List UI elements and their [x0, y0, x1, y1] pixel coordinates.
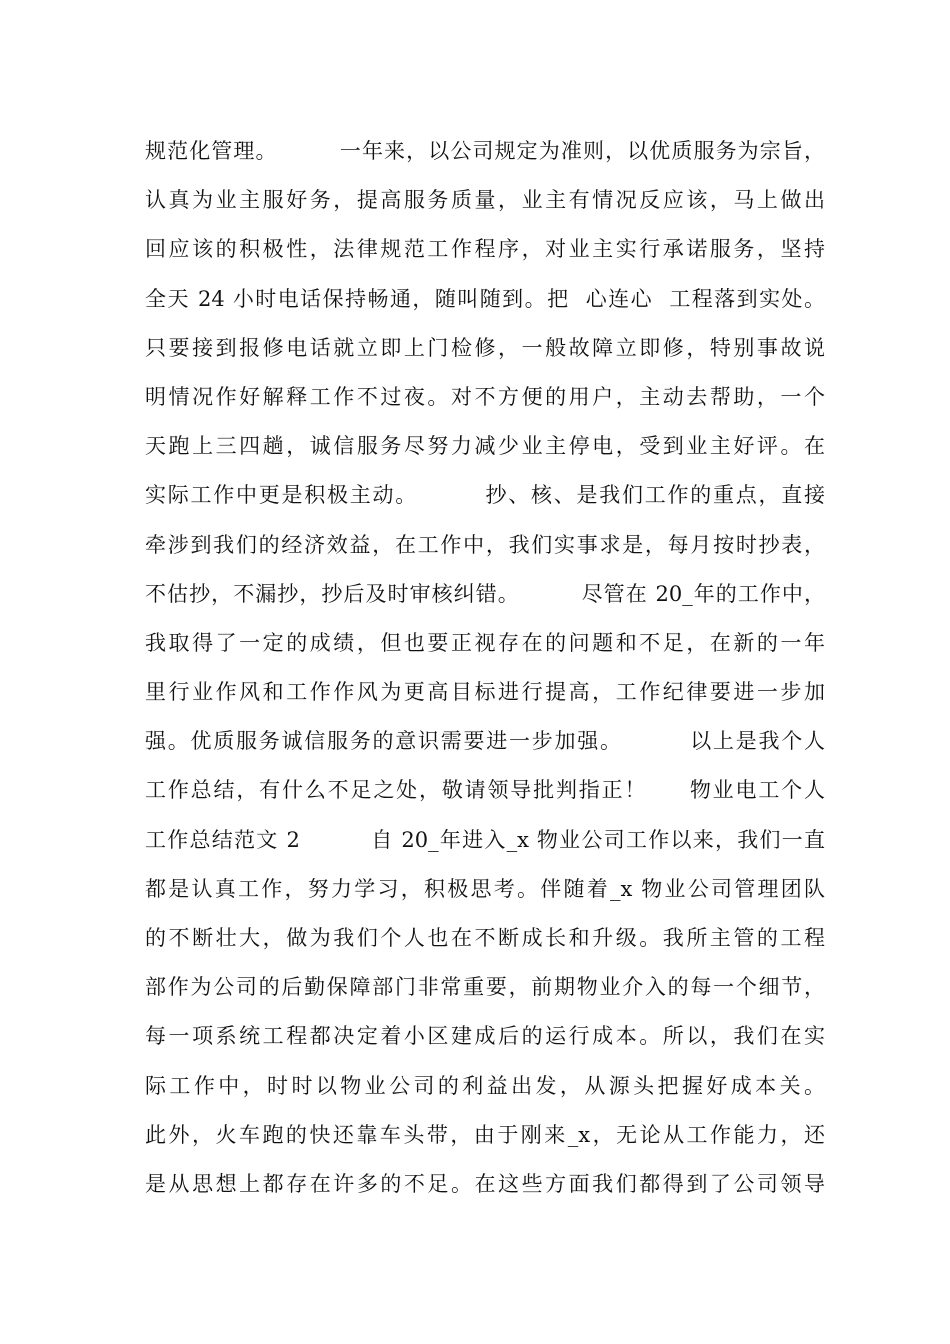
text-line-9: 牵涉到我们的经济效益，在工作中，我们实事求是，每月按时抄表，: [145, 532, 825, 557]
text-line-20: 际工作中，时时以物业公司的利益出发，从源头把握好成本关。: [145, 1073, 825, 1098]
text-line-19: 每一项系统工程都决定着小区建成后的运行成本。所以，我们在实: [145, 1024, 825, 1049]
text-line-16: 都是认真工作，努力学习，积极思考。伴随着_x 物业公司管理团队: [145, 876, 825, 901]
text-line-3: 回应该的积极性，法律规范工作程序，对业主实行承诺服务，坚持: [145, 237, 825, 262]
text-line-15: 工作总结范文 2 自 20_年进入_x 物业公司工作以来，我们一直: [145, 827, 825, 852]
text-line-21: 此外，火车跑的快还靠车头带，由于刚来_x，无论从工作能力，还: [145, 1122, 825, 1147]
text-line-13: 强。优质服务诚信服务的意识需要进一步加强。 以上是我个人: [145, 729, 825, 754]
text-line-5: 只要接到报修电话就立即上门检修，一般故障立即修，特别事故说: [145, 335, 825, 360]
text-line-6: 明情况作好解释工作不过夜。对不方便的用户，主动去帮助，一个: [145, 384, 825, 409]
text-line-10: 不估抄，不漏抄，抄后及时审核纠错。 尽管在 20_年的工作中，: [145, 581, 825, 606]
text-line-1: 规范化管理。 一年来，以公司规定为准则，以优质服务为宗旨，: [145, 139, 825, 163]
text-line-22: 是从思想上都存在许多的不足。在这些方面我们都得到了公司领导: [145, 1171, 825, 1196]
text-line-8: 实际工作中更是积极主动。 抄、核、是我们工作的重点，直接: [145, 483, 825, 508]
text-line-4: 全天 24 小时电话保持畅通，随叫随到。把 心连心 工程落到实处。: [145, 286, 825, 311]
body-text: [145, 127, 825, 1209]
text-line-11: 我取得了一定的成绩，但也要正视存在的问题和不足，在新的一年: [145, 630, 825, 655]
text-line-18: 部作为公司的后勤保障部门非常重要，前期物业介入的每一个细节，: [145, 975, 825, 1000]
text-line-17: 的不断壮大，做为我们个人也在不断成长和升级。我所主管的工程: [145, 926, 825, 950]
text-line-7: 天跑上三四趟，诚信服务尽努力减少业主停电，受到业主好评。在: [145, 434, 825, 459]
text-line-2: 认真为业主服好务，提高服务质量，业主有情况反应该，马上做出: [145, 188, 825, 213]
text-line-12: 里行业作风和工作作风为更高目标进行提高，工作纪律要进一步加: [145, 680, 825, 705]
text-line-14: 工作总结，有什么不足之处，敬请领导批判指正！ 物业电工个人: [145, 778, 825, 803]
